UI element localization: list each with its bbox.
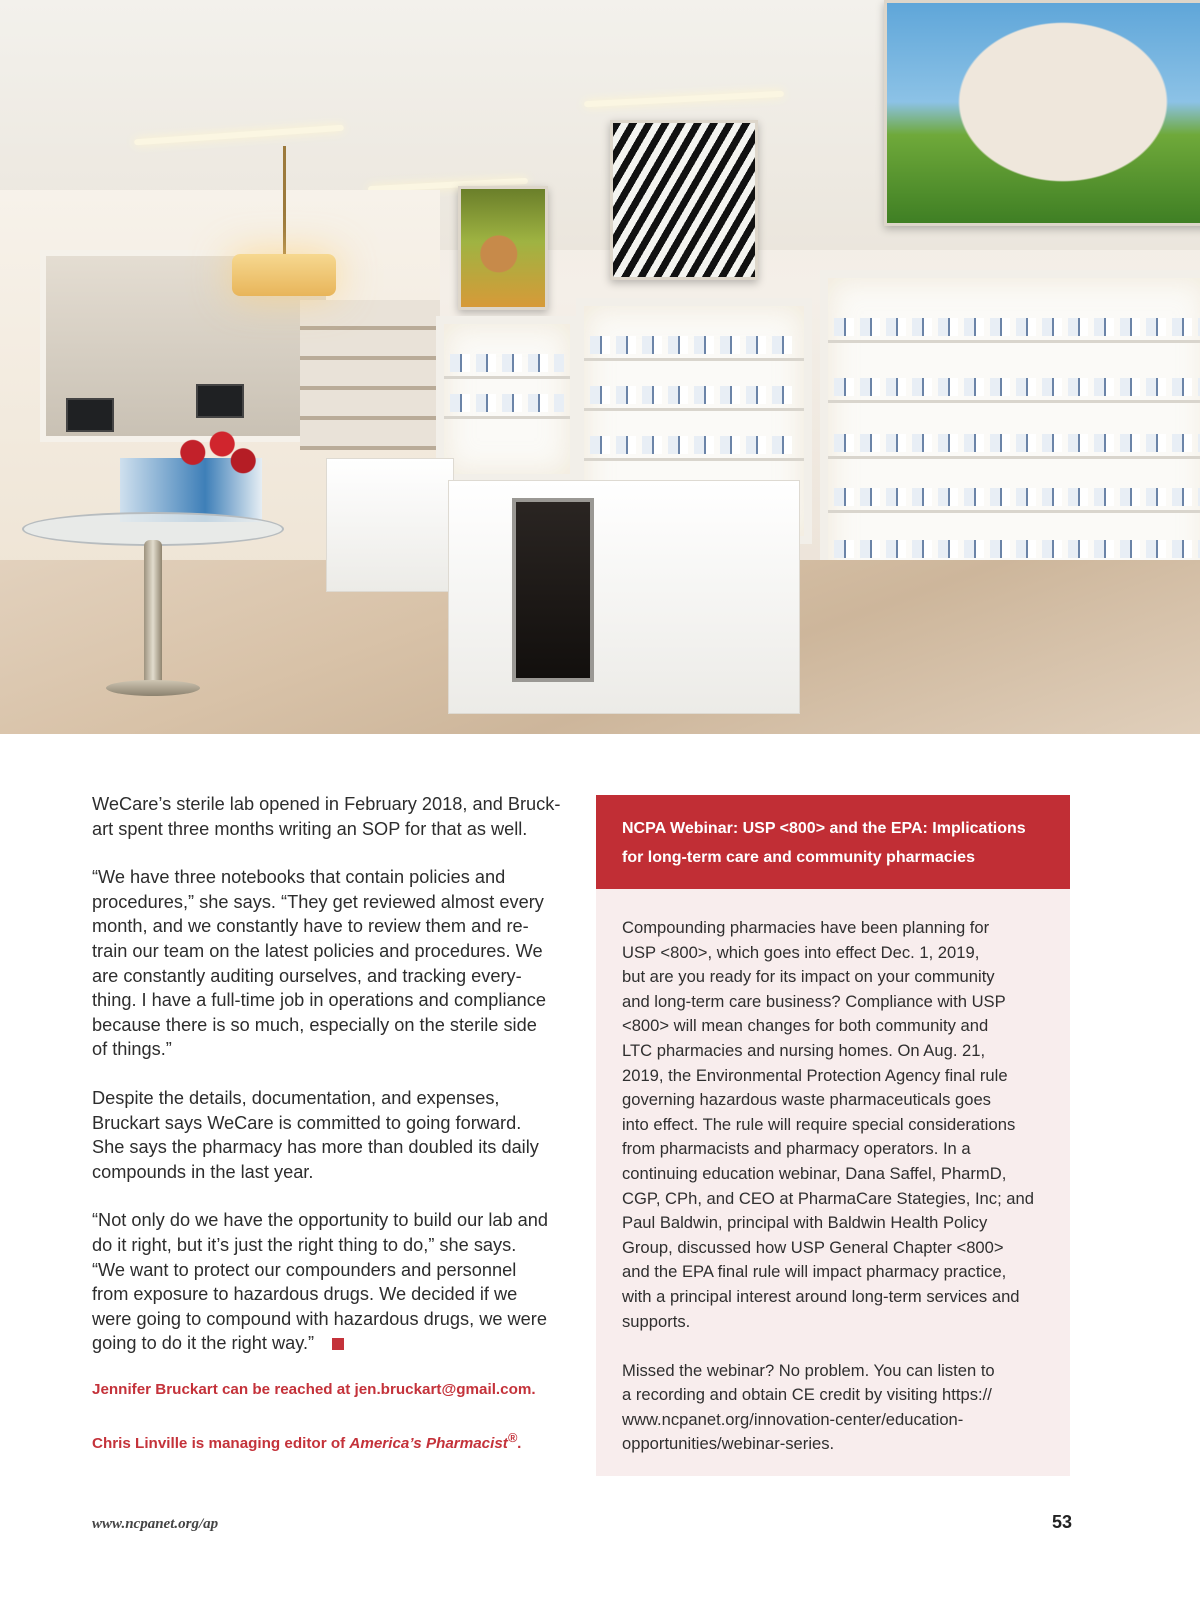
publication-name: America’s Pharmacist	[349, 1434, 508, 1452]
sidebar-paragraph: Missed the webinar? No problem. You can listen to a recording and obtain CE credit by visiting https:// www.ncpanet.org/innovation-center/education- opportunities/webinar-series.	[622, 1360, 995, 1454]
cat-painting	[458, 186, 548, 310]
end-of-article-mark	[332, 1338, 344, 1350]
pendant-lamp-cord	[283, 146, 286, 258]
sidebar-body	[596, 889, 1070, 1457]
pendant-lamp	[232, 254, 336, 296]
product-row	[834, 488, 1200, 506]
registered-mark: ®	[507, 1430, 518, 1445]
sidebar-header	[596, 795, 1070, 889]
glass-door-refrigerator	[512, 498, 594, 682]
supplement-wall-case	[820, 270, 1200, 606]
sidebar-paragraph: Compounding pharmacies have been planning for USP <800>, which goes into effect Dec. 1, 2019, but are you ready for its impact on your community and long-term care business? Compliance with USP <800> will mean changes for both community and LTC pharmacies and nursing homes. On Aug. 21, 2019, the Environmental Protection Agency final rule governing hazardous waste pharmaceuticals goes into effect. The rule will require special considerations from pharmacists and pharmacy operators. In a continuing education webinar, Dana Saffel, PharmD, CGP, CPh, and CEO at PharmaCare Stategies, Inc; and Paul Baldwin, principal with Baldwin Health Policy Group, discussed how USP General Chapter <800> and the EPA final rule will impact pharmacy practice, with a principal interest around long-term services and supports.	[622, 918, 1034, 1331]
back-shelving	[300, 300, 440, 450]
webinar-sidebar	[596, 795, 1070, 1476]
bulldog-painting	[884, 0, 1200, 226]
product-row	[834, 540, 1200, 558]
shelf	[828, 340, 1200, 343]
display-counter	[326, 458, 454, 592]
product-row	[590, 386, 798, 404]
sidebar-title: NCPA Webinar: USP <800> and the EPA: Implications for long-term care and community pharmacies	[622, 820, 1026, 866]
product-row	[450, 394, 564, 412]
shelf	[444, 416, 570, 419]
orchid-flowers	[176, 430, 260, 486]
shelf	[584, 458, 804, 461]
article-paragraph: “We have three notebooks that contain policies and procedures,” she says. “They get reviewed almost every month, and we constantly have to review them and re- train our team on the latest policies and procedures. We are constantly auditing ourselves, and tracking every- thing. I have a full-time job in operations and compliance because there is so much, especially on the sterile side of things.”	[92, 867, 546, 1060]
zebra-painting	[610, 120, 758, 280]
shelf	[828, 400, 1200, 403]
author-contact: Jennifer Bruckart can be reached at jen.bruckart@gmail.com.	[92, 1380, 536, 1398]
article-paragraph: WeCare’s sterile lab opened in February 2018, and Bruck- art spent three months writing an SOP for that as well.	[92, 794, 561, 839]
product-row	[834, 318, 1200, 336]
shelf	[828, 456, 1200, 459]
product-row	[834, 434, 1200, 452]
editor-credit	[92, 1428, 572, 1454]
editor-credit-suffix: .	[517, 1434, 522, 1452]
editor-credit-prefix: Chris Linville is managing editor of	[92, 1434, 350, 1452]
shelf	[828, 510, 1200, 513]
footer-url: www.ncpanet.org/ap	[92, 1516, 219, 1532]
product-row	[834, 378, 1200, 396]
article-column	[92, 792, 572, 1482]
display-case	[436, 316, 578, 482]
computer-monitor	[196, 384, 244, 418]
article-paragraph: Despite the details, documentation, and expenses, Bruckart says WeCare is committed to going forward. She says the pharmacy has more than doubled its daily compounds in the last year.	[92, 1087, 539, 1182]
article-paragraph-text: “Not only do we have the opportunity to build our lab and do it right, but it’s just the right thing to do,” she says. “We want to protect our compounders and personnel from exposure to hazardous drugs. We decided if we were going to compound with hazardous drugs, we were going to do it the right way.”	[92, 1210, 548, 1354]
table-base	[106, 680, 200, 696]
shelf	[444, 376, 570, 379]
product-row	[590, 436, 798, 454]
shelf	[584, 358, 804, 361]
display-counter	[448, 480, 800, 714]
product-row	[450, 354, 564, 372]
product-row	[590, 336, 798, 354]
pharmacy-interior-photo	[0, 0, 1200, 734]
computer-monitor	[66, 398, 114, 432]
shelf	[584, 408, 804, 411]
table-pedestal	[144, 540, 162, 690]
page-number: 53	[1051, 1512, 1072, 1532]
article-paragraph-final	[92, 1208, 572, 1356]
